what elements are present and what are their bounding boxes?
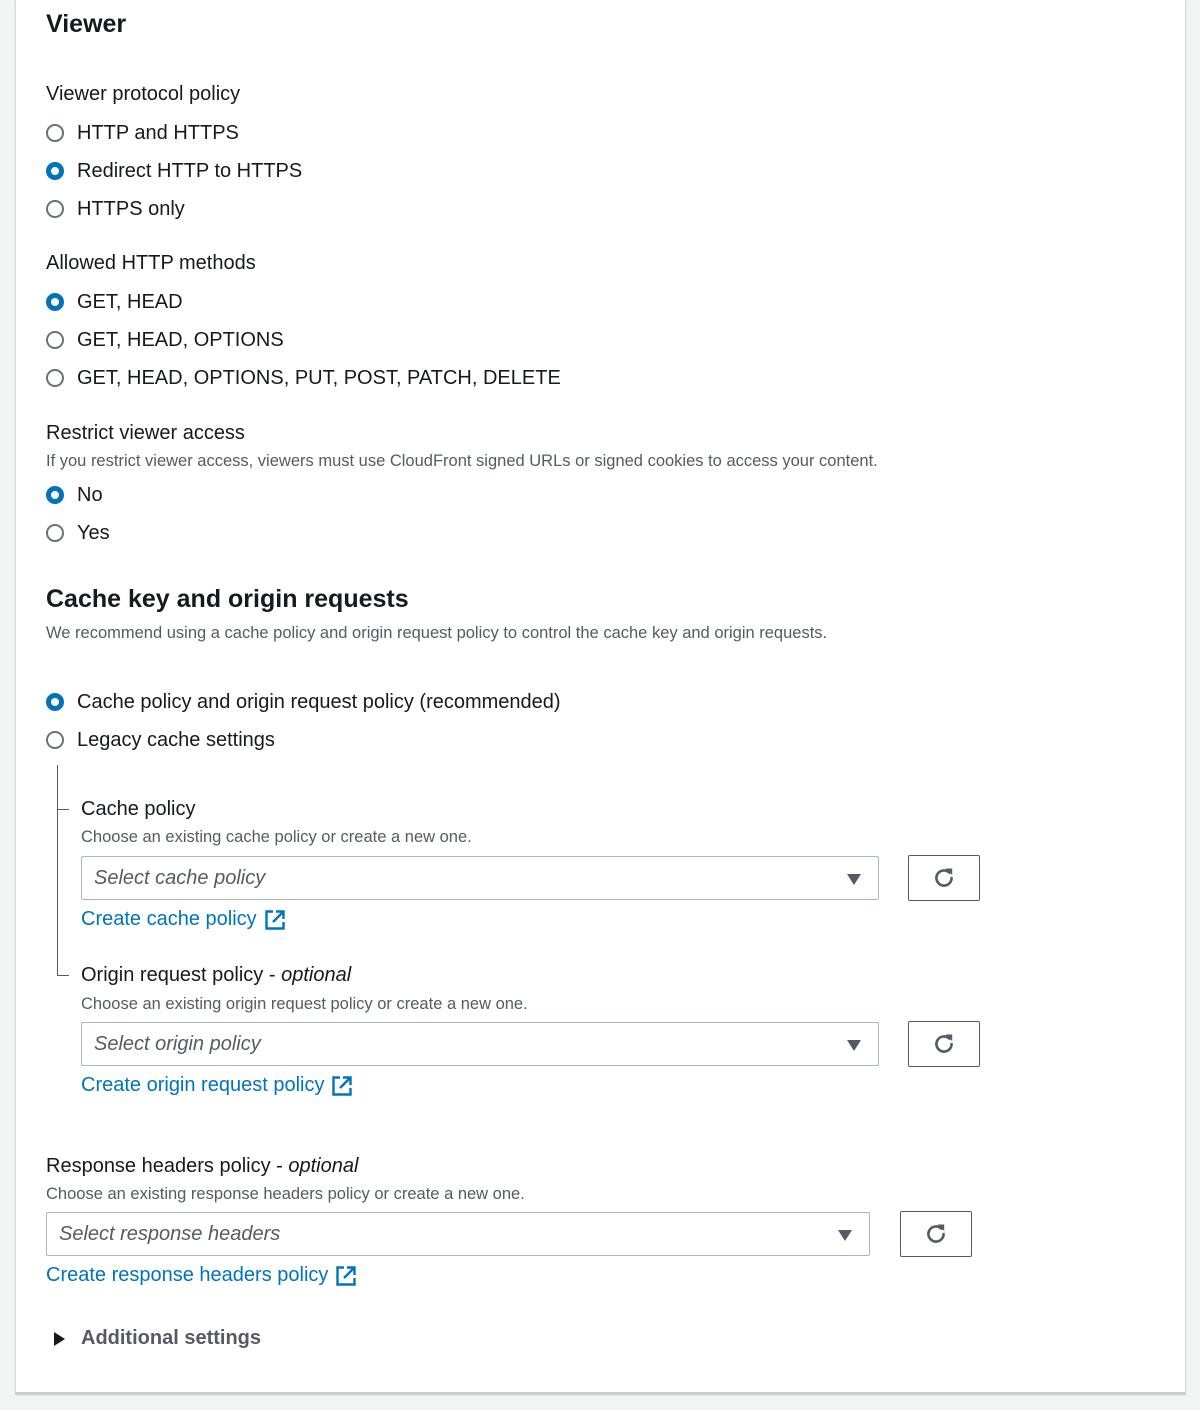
- external-link-icon: [331, 1075, 353, 1097]
- cache-policy-placeholder: Select cache policy: [94, 866, 266, 889]
- radio-label: HTTPS only: [77, 197, 185, 220]
- origin-request-policy-label-text: Origin request policy -: [81, 964, 282, 986]
- additional-settings-label: Additional settings: [81, 1327, 261, 1349]
- cache-policy-description: Choose an existing cache policy or create a new one.: [81, 828, 472, 846]
- cache-key-heading: Cache key and origin requests: [46, 585, 409, 613]
- radio-label: Yes: [77, 521, 110, 544]
- origin-policy-refresh-button[interactable]: [908, 1021, 980, 1067]
- optional-tag: optional: [288, 1155, 359, 1177]
- radio-all-methods[interactable]: [46, 364, 561, 392]
- cache-policy-refresh-button[interactable]: [908, 855, 980, 901]
- radio-label: Cache policy and origin request policy (recommended): [77, 690, 561, 713]
- radio-label: GET, HEAD, OPTIONS, PUT, POST, PATCH, DELETE: [77, 366, 561, 389]
- origin-policy-placeholder: Select origin policy: [94, 1032, 261, 1055]
- create-response-headers-policy-link[interactable]: [46, 1264, 357, 1287]
- refresh-icon: [923, 1221, 949, 1247]
- create-response-headers-policy-link-text: Create response headers policy: [46, 1264, 329, 1286]
- viewer-heading: Viewer: [46, 10, 127, 38]
- create-cache-policy-link-text: Create cache policy: [81, 908, 257, 930]
- response-headers-select[interactable]: [46, 1212, 870, 1256]
- tree-connector-line: [57, 765, 58, 975]
- radio-legacy-cache-settings[interactable]: [46, 726, 275, 754]
- radio-icon: [46, 124, 64, 142]
- radio-checked-icon: [46, 693, 64, 711]
- radio-https-only[interactable]: [46, 195, 185, 223]
- caret-down-icon: [847, 1040, 861, 1051]
- radio-cache-policy-recommended[interactable]: [46, 688, 561, 716]
- radio-icon: [46, 731, 64, 749]
- caret-right-icon: [54, 1332, 65, 1346]
- allowed-http-methods-label: Allowed HTTP methods: [46, 252, 256, 274]
- tree-connector-branch: [57, 809, 69, 810]
- radio-label: GET, HEAD: [77, 290, 183, 313]
- response-headers-refresh-button[interactable]: [900, 1211, 972, 1257]
- radio-get-head[interactable]: [46, 288, 183, 316]
- external-link-icon: [335, 1265, 357, 1287]
- refresh-icon: [931, 1031, 957, 1057]
- cache-key-description: We recommend using a cache policy and origin request policy to control the cache key and origin requests.: [46, 624, 828, 642]
- external-link-icon: [264, 909, 286, 931]
- caret-down-icon: [838, 1230, 852, 1241]
- radio-checked-icon: [46, 293, 64, 311]
- create-origin-request-policy-link-text: Create origin request policy: [81, 1074, 325, 1096]
- create-cache-policy-link[interactable]: [81, 908, 286, 931]
- radio-icon: [46, 524, 64, 542]
- response-headers-policy-label-text: Response headers policy -: [46, 1155, 289, 1177]
- radio-checked-icon: [46, 162, 64, 180]
- origin-request-policy-description: Choose an existing origin request policy or create a new one.: [81, 995, 528, 1013]
- radio-label: GET, HEAD, OPTIONS: [77, 328, 284, 351]
- create-origin-request-policy-link[interactable]: [81, 1074, 353, 1097]
- response-headers-placeholder: Select response headers: [59, 1222, 281, 1245]
- radio-label: HTTP and HTTPS: [77, 121, 239, 144]
- radio-redirect-http-to-https[interactable]: [46, 157, 302, 185]
- radio-icon: [46, 369, 64, 387]
- restrict-viewer-access-label: Restrict viewer access: [46, 422, 245, 444]
- radio-label: Redirect HTTP to HTTPS: [77, 159, 303, 182]
- response-headers-policy-description: Choose an existing response headers policy or create a new one.: [46, 1185, 525, 1203]
- origin-request-policy-select[interactable]: [81, 1022, 879, 1066]
- radio-icon: [46, 200, 64, 218]
- tree-connector-branch: [57, 975, 69, 976]
- radio-checked-icon: [46, 486, 64, 504]
- behavior-settings-panel: [15, 0, 1186, 1394]
- radio-restrict-yes[interactable]: [46, 519, 110, 547]
- radio-label: No: [77, 483, 103, 506]
- response-headers-policy-label: [46, 1155, 358, 1178]
- refresh-icon: [931, 865, 957, 891]
- radio-get-head-options[interactable]: [46, 326, 284, 354]
- radio-http-and-https[interactable]: [46, 119, 239, 147]
- cache-policy-label: Cache policy: [81, 798, 196, 820]
- restrict-viewer-access-description: If you restrict viewer access, viewers must use CloudFront signed URLs or signed cookies to access your content.: [46, 452, 878, 470]
- viewer-protocol-policy-label: Viewer protocol policy: [46, 83, 241, 105]
- radio-label: Legacy cache settings: [77, 728, 275, 751]
- optional-tag: optional: [281, 964, 352, 986]
- radio-restrict-no[interactable]: [46, 481, 103, 509]
- additional-settings-expander[interactable]: [54, 1327, 261, 1350]
- caret-down-icon: [847, 874, 861, 885]
- cache-policy-select[interactable]: [81, 856, 879, 900]
- radio-icon: [46, 331, 64, 349]
- origin-request-policy-label: [81, 964, 351, 987]
